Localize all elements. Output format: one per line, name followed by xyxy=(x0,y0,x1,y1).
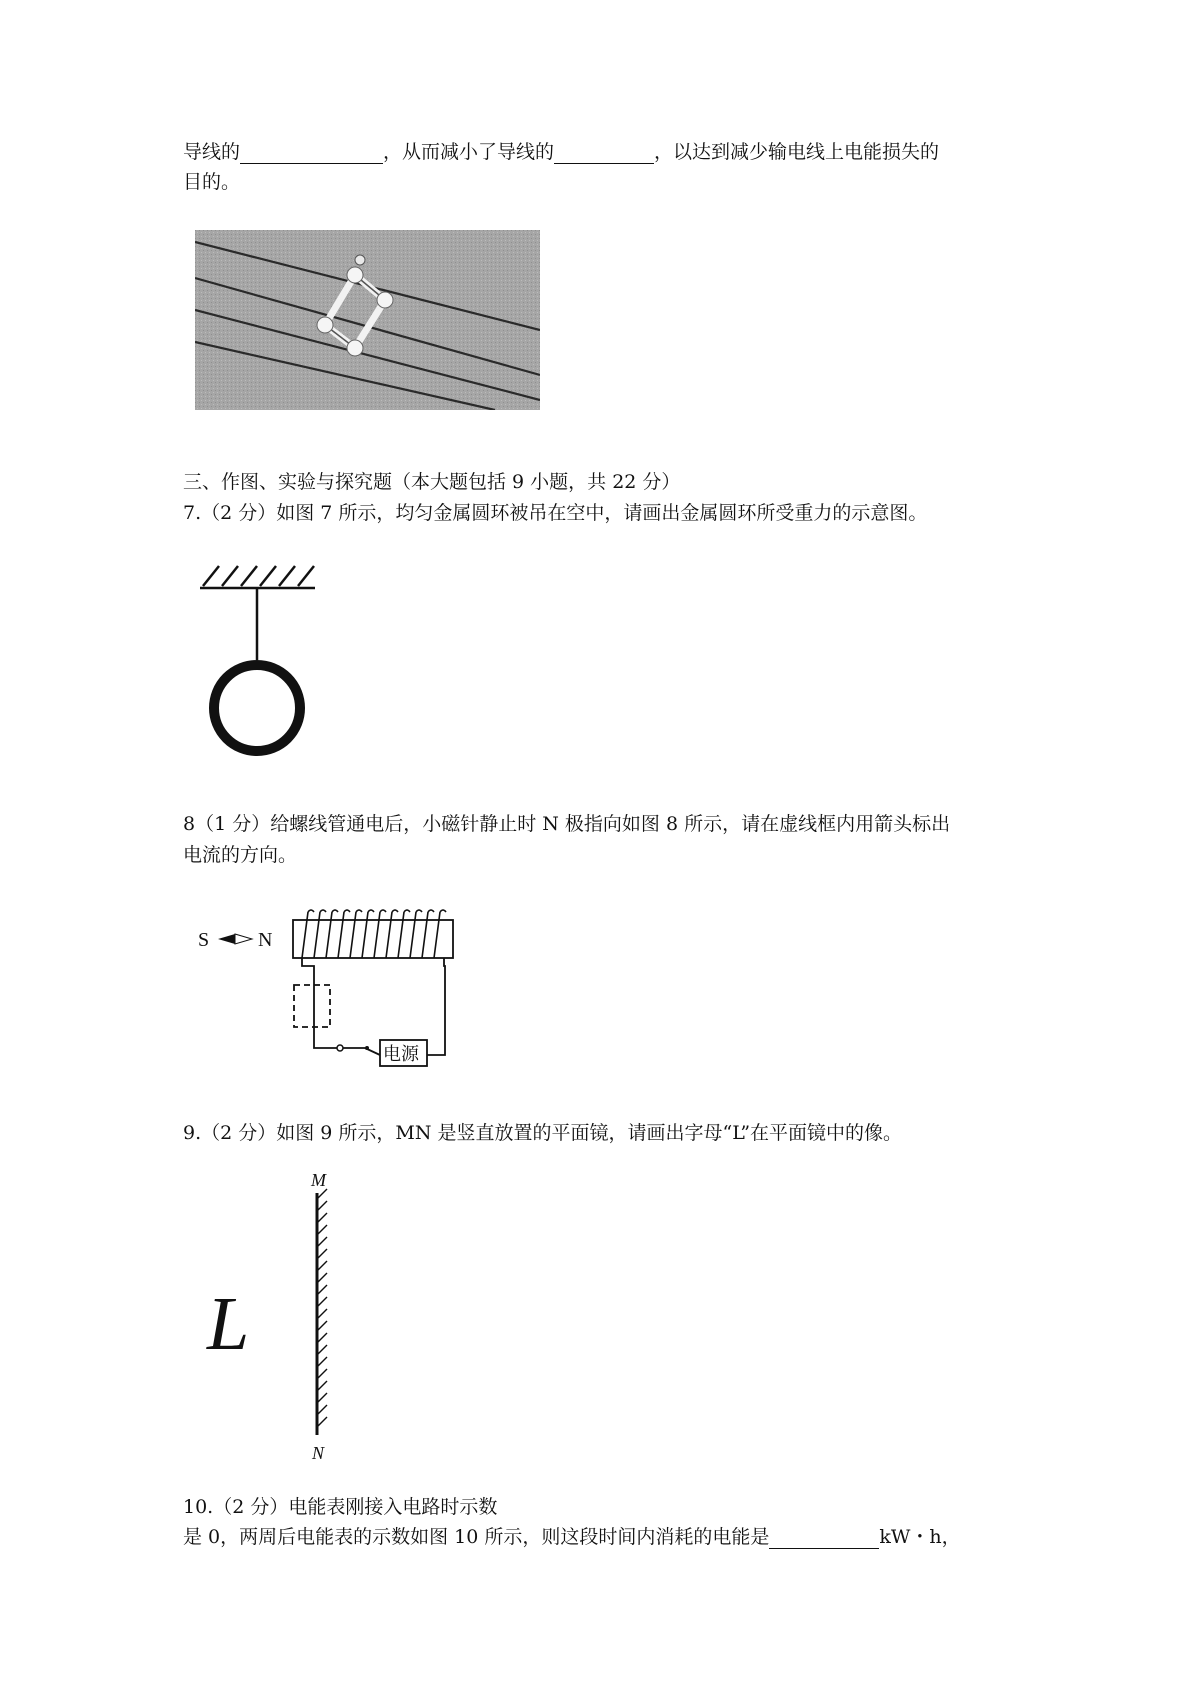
q10-line-1: 10.（2 分）电能表刚接入电路时示数 xyxy=(183,1496,498,1518)
power-line-spacer-photo xyxy=(195,230,540,414)
q6-line-1 xyxy=(183,140,939,164)
power-source-label: 电源 xyxy=(383,1044,419,1064)
hanging-ring-figure xyxy=(195,560,325,784)
mirror-n-label: N xyxy=(312,1443,325,1463)
q8-line-1: 8（1 分）给螺线管通电后，小磁针静止时 N 极指向如图 8 所示，请在虚线框内用箭头标出 xyxy=(183,813,951,835)
q7-text: 7.（2 分）如图 7 所示，均匀金属圆环被吊在空中，请画出金属圆环所受重力的示意图。 xyxy=(183,502,928,524)
solenoid-circuit-figure xyxy=(190,898,470,1077)
q10-line-2 xyxy=(183,1525,961,1549)
q6-line-2: 目的。 xyxy=(183,171,241,193)
q6-text-c: ，以达到减少输电线上电能损失的 xyxy=(654,141,940,163)
q10-text-a: 是 0，两周后电能表的示数如图 10 所示，则这段时间内消耗的电能是 xyxy=(183,1526,770,1548)
q6-text-a: 导线的 xyxy=(183,141,241,163)
letter-l: L xyxy=(207,1282,250,1366)
q10-blank[interactable] xyxy=(769,1528,879,1549)
q10-text-b: kW・h， xyxy=(879,1526,961,1548)
compass-n-label: N xyxy=(258,929,273,951)
q6-blank-1[interactable] xyxy=(240,143,383,164)
compass-s-label: S xyxy=(198,929,210,951)
q6-blank-2[interactable] xyxy=(554,143,654,164)
plane-mirror-figure xyxy=(195,1165,355,1469)
section-3-heading: 三、作图、实验与探究题（本大题包括 9 小题，共 22 分） xyxy=(183,471,681,493)
q8-line-2: 电流的方向。 xyxy=(183,844,298,866)
q9-text: 9.（2 分）如图 9 所示，MN 是竖直放置的平面镜，请画出字母“L”在平面镜中的像。 xyxy=(183,1122,903,1144)
q6-text-b: ，从而减小了导线的 xyxy=(383,141,555,163)
mirror-m-label: M xyxy=(311,1170,326,1190)
